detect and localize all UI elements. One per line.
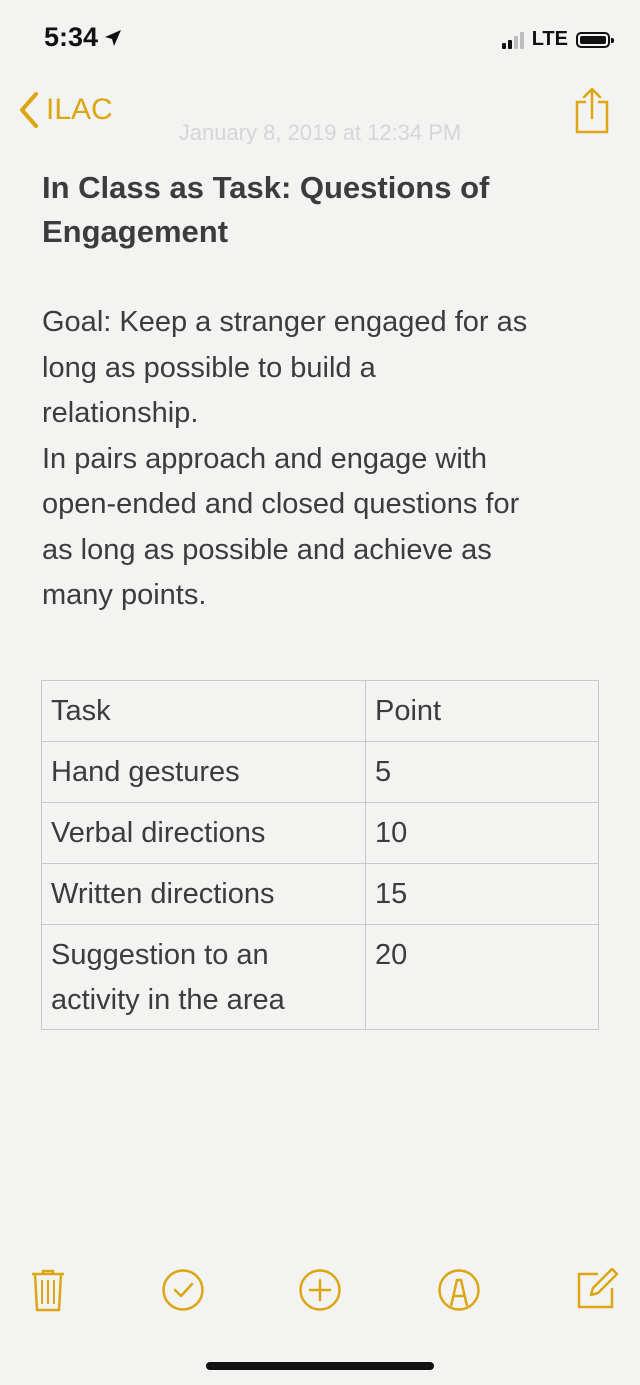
- checklist-button[interactable]: [161, 1268, 205, 1317]
- status-time: 5:34: [44, 22, 122, 53]
- note-date: January 8, 2019 at 12:34 PM: [178, 120, 462, 145]
- share-icon: [574, 86, 610, 134]
- markup-icon: [437, 1268, 481, 1312]
- note-body-line: relationship.: [42, 397, 199, 429]
- compose-button[interactable]: [576, 1268, 618, 1315]
- table-row: [42, 742, 599, 803]
- note-title-line: In Class as Task: Questions of: [42, 170, 490, 205]
- points-table[interactable]: [41, 680, 599, 1030]
- table-cell-point[interactable]: 15: [366, 864, 599, 925]
- table-row: [42, 864, 599, 925]
- table-cell-task[interactable]: Written directions: [42, 864, 366, 925]
- note-body-line: as long as possible and achieve as: [42, 533, 492, 566]
- table-cell-point[interactable]: 20: [366, 925, 599, 1030]
- add-button[interactable]: [298, 1268, 342, 1317]
- table-cell-line: activity in the area: [51, 984, 285, 1016]
- table-row: [42, 803, 599, 864]
- note-body-line: Goal: Keep a stranger engaged for as: [42, 306, 528, 338]
- table-cell-point[interactable]: 5: [366, 742, 599, 803]
- table-cell-line: Suggestion to an: [51, 939, 269, 971]
- note-body-line: many points.: [42, 579, 207, 611]
- back-label: ILAC: [46, 93, 113, 126]
- note-body-line: In pairs approach and engage with: [42, 442, 487, 475]
- delete-button[interactable]: [30, 1268, 66, 1317]
- network-label: LTE: [531, 28, 568, 50]
- table-cell-task[interactable]: Hand gestures: [42, 742, 366, 803]
- home-indicator[interactable]: [206, 1362, 434, 1370]
- checklist-icon: [161, 1268, 205, 1312]
- signal-icon: [502, 31, 524, 49]
- battery-icon: [576, 32, 610, 48]
- table-header-point[interactable]: Point: [366, 681, 599, 742]
- note-title[interactable]: [42, 166, 602, 254]
- table-cell-point[interactable]: 10: [366, 803, 599, 864]
- table-header-row: [42, 681, 599, 742]
- note-body-line: long as possible to build a: [42, 351, 376, 384]
- table-header-task[interactable]: Task: [42, 681, 366, 742]
- table-row: [42, 925, 599, 1030]
- note-title-line: Engagement: [42, 214, 229, 249]
- add-icon: [298, 1268, 342, 1312]
- status-indicators: [502, 28, 610, 51]
- share-button[interactable]: [574, 86, 610, 139]
- table-cell-task[interactable]: [42, 925, 366, 1030]
- location-arrow-icon: [104, 29, 122, 47]
- compose-icon: [576, 1268, 618, 1310]
- trash-icon: [30, 1268, 66, 1312]
- markup-button[interactable]: [437, 1268, 481, 1317]
- note-body-line: open-ended and closed questions for: [42, 488, 520, 520]
- table-cell-task[interactable]: Verbal directions: [42, 803, 366, 864]
- note-body[interactable]: [42, 300, 612, 619]
